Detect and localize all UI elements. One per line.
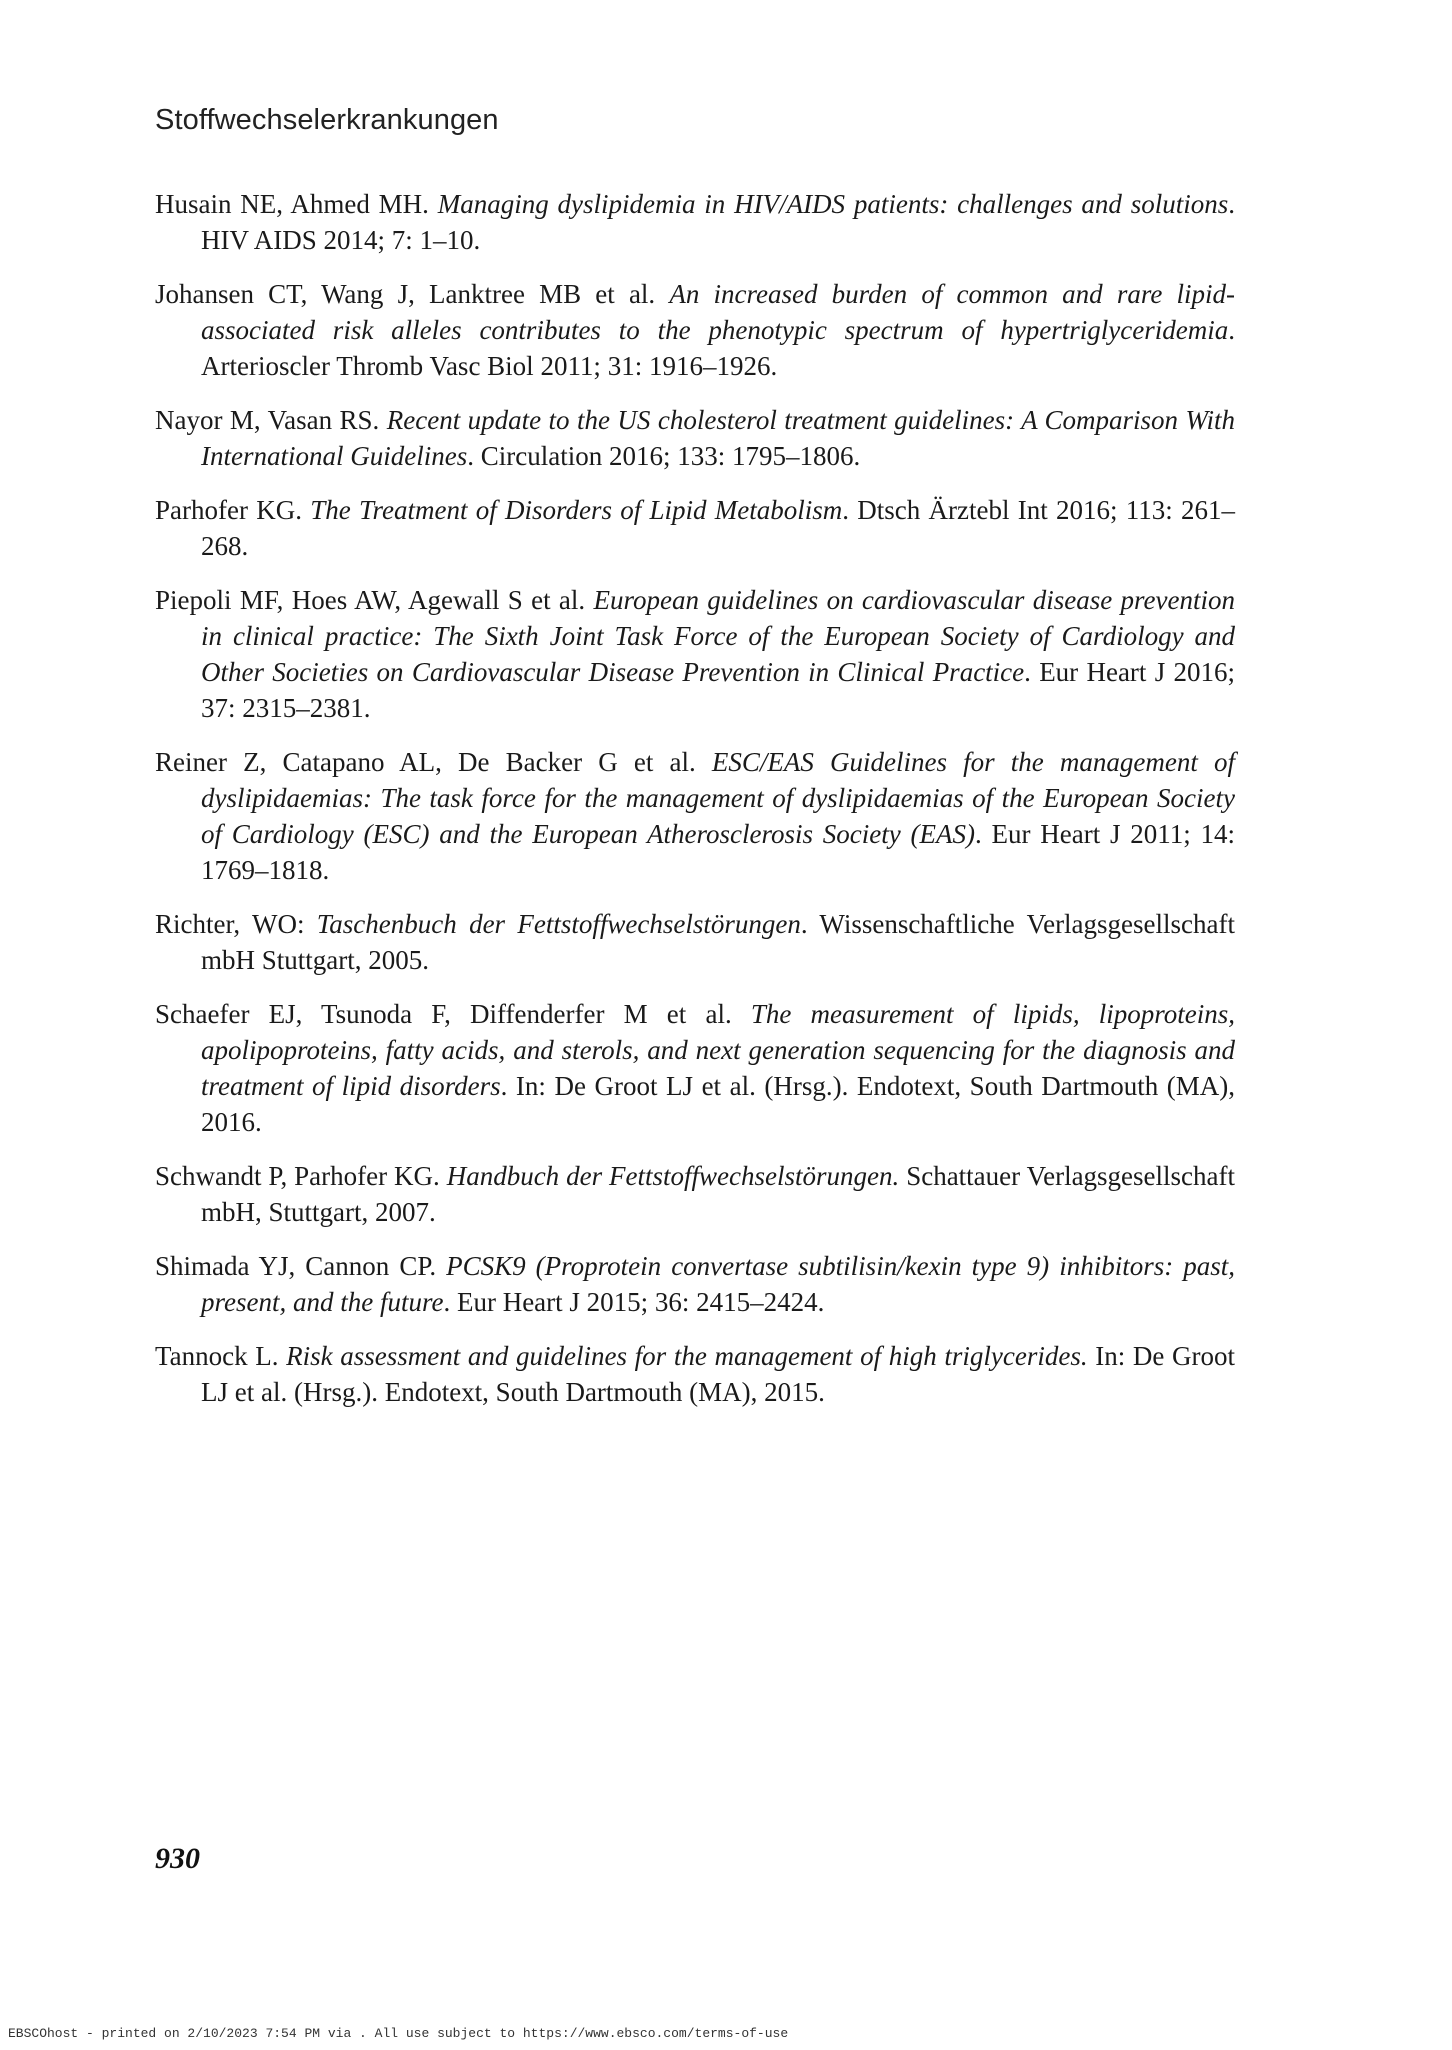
reference-source: . Dtsch Ärztebl Int 2016; 113: 261–268. (201, 495, 1235, 561)
reference-item (155, 906, 1235, 978)
reference-title: Taschenbuch der Fettstoffwechselstörungen (316, 909, 801, 939)
reference-title: Handbuch der Fettstoffwechselstörungen. (446, 1161, 900, 1191)
running-header: Stoffwechselerkrankungen (155, 104, 499, 136)
reference-title: ESC/EAS Guidelines for the management of dyslipidaemias: The task force for the management of dyslipidaemias of the European Society of Cardiology (ESC) and the European Atherosclerosis Society (EAS) (201, 747, 1235, 849)
reference-source: . Eur Heart J 2015; 36: 2415–2424. (443, 1287, 825, 1317)
reference-item (155, 1248, 1235, 1320)
ebsco-footer-note: EBSCOhost - printed on 2/10/2023 7:54 PM via . All use subject to https://www.ebsco.com/terms-of-use (8, 2026, 789, 2041)
page-number: 930 (155, 1842, 200, 1875)
reference-source: Schattauer Verlagsgesellschaft mbH, Stuttgart, 2007. (201, 1161, 1236, 1227)
reference-title: Managing dyslipidemia in HIV/AIDS patients: challenges and solutions (437, 189, 1229, 219)
reference-authors: Schwandt P, Parhofer KG. (155, 1161, 447, 1191)
reference-authors: Schaefer EJ, Tsunoda F, Diffenderfer M et al. (155, 999, 751, 1029)
reference-source: . HIV AIDS 2014; 7: 1–10. (201, 189, 1235, 255)
reference-title: Risk assessment and guidelines for the management of high triglycerides. (286, 1341, 1088, 1371)
reference-authors: Johansen CT, Wang J, Lanktree MB et al. (155, 279, 670, 309)
reference-item (155, 402, 1235, 474)
reference-authors: Husain NE, Ahmed MH. (155, 189, 438, 219)
reference-title: PCSK9 (Proprotein convertase subtilisin/kexin type 9) inhibitors: past, present, and the future (201, 1251, 1236, 1317)
reference-authors: Richter, WO: (155, 909, 317, 939)
reference-title: An increased burden of common and rare lipid-associated risk alleles contributes to the phenotypic spectrum of hypertriglyceridemia (201, 279, 1235, 345)
reference-item (155, 186, 1235, 258)
reference-authors: Piepoli MF, Hoes AW, Agewall S et al. (155, 585, 594, 615)
reference-source: . Circulation 2016; 133: 1795–1806. (467, 441, 861, 471)
reference-source: . Wissenschaftliche Verlagsgesellschaft mbH Stuttgart, 2005. (201, 909, 1235, 975)
reference-title: European guidelines on cardiovascular disease prevention in clinical practice: The Sixth Joint Task Force of the European Society of Cardiology and Other Societies on Cardiovascular Disease Prevention in Clinical Practice (201, 585, 1235, 687)
reference-item (155, 582, 1235, 726)
reference-item (155, 276, 1235, 384)
reference-source: . In: De Groot LJ et al. (Hrsg.). Endotext, South Dartmouth (MA), 2016. (201, 1071, 1235, 1137)
reference-source: In: De Groot LJ et al. (Hrsg.). Endotext, South Dartmouth (MA), 2015. (201, 1341, 1236, 1407)
reference-authors: Shimada YJ, Cannon CP. (155, 1251, 447, 1281)
reference-item (155, 492, 1235, 564)
reference-authors: Parhofer KG. (155, 495, 311, 525)
reference-source: . Eur Heart J 2016; 37: 2315–2381. (201, 657, 1236, 723)
reference-authors: Nayor M, Vasan RS. (155, 405, 387, 435)
reference-authors: Reiner Z, Catapano AL, De Backer G et al. (155, 747, 712, 777)
reference-title: The measurement of lipids, lipoproteins, apolipoproteins, fatty acids, and sterols, and next generation sequencing for the diagnosis and treatment of lipid disorders (201, 999, 1235, 1101)
reference-item (155, 996, 1235, 1140)
reference-title: Recent update to the US cholesterol treatment guidelines: A Comparison With International Guidelines (201, 405, 1235, 471)
reference-item (155, 744, 1235, 888)
reference-source: . Eur Heart J 2011; 14: 1769–1818. (201, 819, 1236, 885)
reference-source: . Arterioscler Thromb Vasc Biol 2011; 31: 1916–1926. (201, 315, 1235, 381)
reference-item (155, 1338, 1235, 1410)
reference-item (155, 1158, 1235, 1230)
reference-list (155, 186, 1235, 1428)
reference-title: The Treatment of Disorders of Lipid Metabolism (310, 495, 843, 525)
reference-authors: Tannock L. (155, 1341, 287, 1371)
